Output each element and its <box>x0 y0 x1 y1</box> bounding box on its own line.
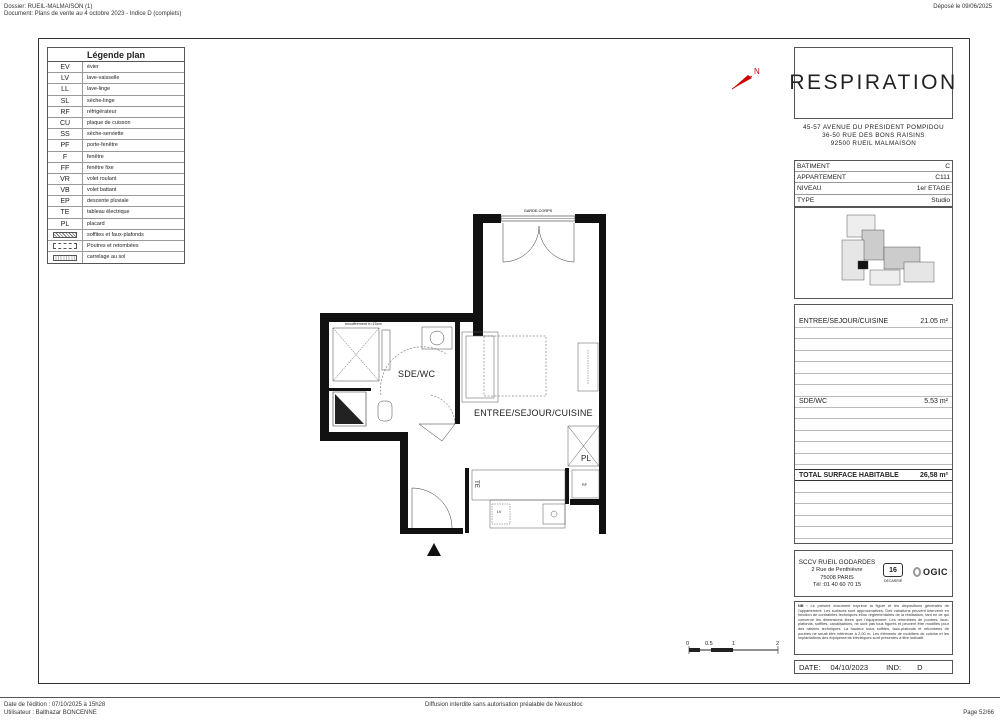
decarrie-logo-icon: 16 <box>883 563 903 577</box>
legend-label: réfrigérateur <box>87 108 117 115</box>
legend-code: EP <box>48 196 83 206</box>
key-plan-frame <box>794 207 953 299</box>
promoter-street: 2 Rue de Penthièvre <box>811 566 863 573</box>
distribution-notice: Diffusion interdite sans autorisation préalable de Nexusbloc <box>425 702 583 708</box>
legend-row <box>48 219 184 230</box>
legend-label: carrelage au sol <box>87 254 126 261</box>
legend-row <box>48 252 184 263</box>
legend-code: SL <box>48 96 83 106</box>
surface-blank-row <box>795 527 952 539</box>
page-footer <box>0 697 1000 721</box>
legend-row <box>48 230 184 241</box>
legend-row <box>48 140 184 151</box>
legend-label: Poutres et retombées <box>87 243 139 249</box>
legend-label: fenêtre fixe <box>87 164 114 171</box>
surface-table <box>794 304 953 544</box>
surface-blank-row <box>795 328 952 340</box>
legend-row <box>48 62 184 73</box>
legend-code: FF <box>48 163 83 173</box>
rf-label: RF <box>582 483 588 487</box>
legend-row <box>48 84 184 95</box>
promoter-city: 75008 PARIS <box>820 574 854 581</box>
legend-row <box>48 174 184 185</box>
legend-code: PL <box>48 219 83 229</box>
te-label: TE <box>472 480 479 488</box>
page-number: Page 52/66 <box>963 710 994 716</box>
legend-code: LL <box>48 84 83 94</box>
legend-row <box>48 73 184 84</box>
legend-row <box>48 185 184 196</box>
legend-code: VB <box>48 185 83 195</box>
legend-code: RF <box>48 107 83 117</box>
legend-code: CU <box>48 118 83 128</box>
legend-row <box>48 152 184 163</box>
decarrie-logo-text: DÉCARRIÉ <box>883 579 903 583</box>
legend-label: évier <box>87 64 99 70</box>
disclaimer-note: NB : Le présent document exprime la figure et les dispositions générales de l'appartement. Les surfaces sont approximatives. Des variations peuvent intervenir en fonction de contraintes techniques et/ou réglementaires de la réalisation, tant en ce qui concerne les dimensions libres que l'équipement. Les retombées de poutres, faux-plafonds, soffites, canalisations, ne sont pas tous figurés et peuvent être modifiés pour des raisons techniques. La hauteur sous soffites, faux-plafonds et retombées de poutres ne serait être inférieure à 2,00 m. Les éléments de mobiliers de cuisine et les implantations des équipements électriques sont présentés à titre indicatif. <box>794 601 953 655</box>
surface-blank-row <box>795 516 952 528</box>
surface-blank-row <box>795 374 952 386</box>
legend-code: VR <box>48 174 83 184</box>
surface-blank-row <box>795 504 952 516</box>
legend-row <box>48 96 184 107</box>
legend-code: SS <box>48 129 83 139</box>
legend-label: plaque de cuisson <box>87 119 131 126</box>
promoter-name: SCCV RUEIL GODARDES <box>798 559 876 566</box>
legend-label: soffites et faux-plafonds <box>87 231 144 238</box>
deposit-date: Déposé le 09/06/2025 <box>933 4 992 10</box>
legend-code: EV <box>48 62 83 72</box>
legend-label: fenêtre <box>87 153 104 160</box>
legend-swatch-icon <box>48 230 83 240</box>
legend-table <box>47 47 185 264</box>
shower-allege-label: encoffrement h=15cm <box>345 322 382 326</box>
legend-row <box>48 196 184 207</box>
room-label-sejour: ENTREE/SEJOUR/CUISINE <box>474 408 593 418</box>
legend-title: Légende plan <box>48 48 184 62</box>
info-row: TYPE Studio <box>797 196 950 204</box>
edition-date: Date de l'édition : 07/10/2025 à 15h28 <box>4 702 106 708</box>
surface-blank-row <box>795 339 952 351</box>
surface-blank-row <box>795 408 952 420</box>
lv-label: LV <box>497 510 502 514</box>
legend-label: placard <box>87 220 105 227</box>
legend-label: lave-vaisselle <box>87 75 120 82</box>
legend-label: descente pluviale <box>87 198 129 205</box>
legend-label: sèche-serviette <box>87 131 124 138</box>
room-label-sde-wc: SDE/WC <box>398 369 436 379</box>
legend-row <box>48 107 184 118</box>
promoter-tel: Tél :01 40 60 70 15 <box>812 582 862 589</box>
surface-blank-row <box>795 419 952 431</box>
legend-code: TE <box>48 207 83 217</box>
legend-label: porte-fenêtre <box>87 142 118 149</box>
surface-row: SDE/WC 5.53 m² <box>795 396 952 408</box>
info-row: APPARTEMENT C111 <box>795 172 952 183</box>
promoter-block <box>794 550 953 597</box>
apartment-info-table <box>794 160 953 207</box>
legend-label: volet roulant <box>87 175 117 182</box>
legend-row <box>48 207 184 218</box>
legend-label: volet battant <box>87 187 117 194</box>
legend-swatch-icon <box>48 252 83 263</box>
ogic-logo-icon: OGIC <box>913 565 948 579</box>
edition-user: Utilisateur : Balthazar BONCENNE <box>4 710 97 716</box>
svg-text:GARDE-CORPS: GARDE-CORPS <box>523 209 553 213</box>
surface-blank-row <box>795 481 952 493</box>
project-address: 45-57 AVENUE DU PRESIDENT POMPIDOU 36-50 RUE DES BONS RAISINS 92500 RUEIL MALMAISON <box>802 124 945 147</box>
legend-swatch-icon <box>48 241 83 251</box>
dossier-label: Dossier: RUEIL-MALMAISON (1) <box>4 4 93 10</box>
legend-row <box>48 129 184 140</box>
surface-blank-row <box>795 362 952 374</box>
room-label-placard: PL <box>581 454 592 463</box>
surface-blank-row <box>795 442 952 454</box>
legend-code: PF <box>48 140 83 150</box>
surface-total-row: TOTAL SURFACE HABITABLE 26,58 m² <box>795 469 952 481</box>
legend-code: F <box>48 152 83 162</box>
surface-blank-row <box>795 351 952 363</box>
surface-blank-row <box>795 493 952 505</box>
surface-blank-row <box>795 385 952 397</box>
legend-code: LV <box>48 73 83 83</box>
info-row: NIVEAU 1er ETAGE <box>795 183 952 194</box>
surface-row: ENTREE/SEJOUR/CUISINE 21.05 m² <box>795 316 952 328</box>
surface-blank-row <box>795 431 952 443</box>
legend-label: tableau électrique <box>87 209 130 216</box>
legend-row <box>48 118 184 129</box>
legend-row <box>48 241 184 252</box>
legend-label: lave-linge <box>87 86 111 93</box>
svg-text:N: N <box>754 67 760 76</box>
project-brand: RESPIRATION <box>794 47 953 119</box>
info-row: BATIMENT C <box>795 161 952 172</box>
document-label: Document: Plans de vente au 4 octobre 2023 - Indice D (complets) <box>4 11 182 17</box>
date-block: DATE: 04/10/2023 IND: D <box>794 660 953 674</box>
legend-row <box>48 163 184 174</box>
surface-blank-row <box>795 454 952 466</box>
legend-label: sèche-linge <box>87 97 115 104</box>
